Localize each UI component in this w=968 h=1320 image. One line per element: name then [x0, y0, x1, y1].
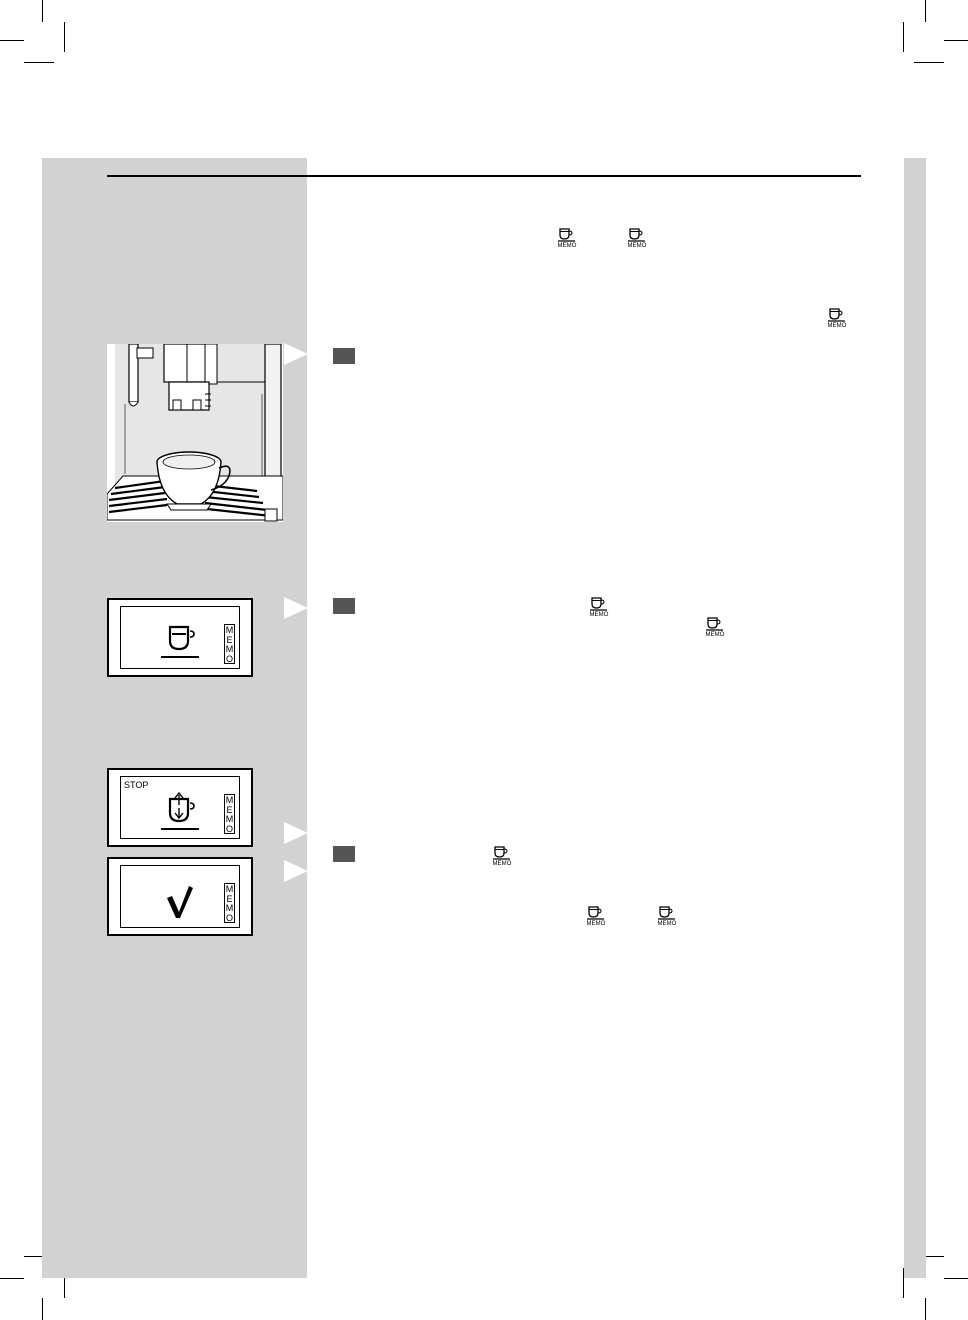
cup-memo-icon: MEMO — [490, 845, 514, 867]
memo-label: MEMO — [225, 795, 234, 834]
step-marker-3 — [333, 846, 355, 862]
crop-mark — [42, 0, 43, 22]
crop-mark — [0, 40, 24, 41]
pointer-triangle — [284, 597, 308, 619]
cup-memo-icon: MEMO — [655, 905, 679, 927]
header-rule — [107, 175, 861, 177]
edge-tab — [904, 158, 926, 1278]
crop-mark — [925, 1298, 926, 1320]
sidebar-column — [42, 158, 307, 1278]
confirm-display-panel — [107, 857, 253, 936]
crop-mark — [925, 0, 926, 22]
crop-mark — [914, 62, 944, 63]
cup-memo-icon: MEMO — [625, 227, 649, 249]
cup-memo-icon: MEMO — [825, 307, 849, 329]
stop-display-panel — [107, 768, 253, 847]
pointer-triangle — [284, 860, 308, 882]
cup-memo-icon — [157, 621, 207, 661]
crop-mark — [903, 22, 904, 52]
cup-memo-icon: MEMO — [584, 905, 608, 927]
crop-mark — [0, 1278, 24, 1279]
cup-memo-icon: MEMO — [703, 616, 727, 638]
crop-mark — [64, 22, 65, 52]
step-marker-2 — [333, 598, 355, 614]
pointer-triangle — [284, 822, 308, 844]
crop-mark — [944, 1278, 968, 1279]
pointer-triangle — [284, 343, 308, 365]
crop-mark — [42, 1298, 43, 1320]
crop-mark — [944, 40, 968, 41]
memo-label: MEMO — [225, 884, 234, 923]
step-marker-1 — [333, 348, 355, 364]
machine-dispenser-illustration — [107, 344, 283, 522]
stop-label: STOP — [124, 780, 149, 790]
cup-fill-icon — [157, 791, 207, 833]
crop-mark — [24, 62, 54, 63]
checkmark-icon — [165, 884, 195, 920]
cup-memo-icon: MEMO — [555, 227, 579, 249]
memo-label: MEMO — [225, 625, 234, 664]
memo-display-panel — [107, 598, 253, 677]
cup-memo-icon: MEMO — [587, 596, 611, 618]
